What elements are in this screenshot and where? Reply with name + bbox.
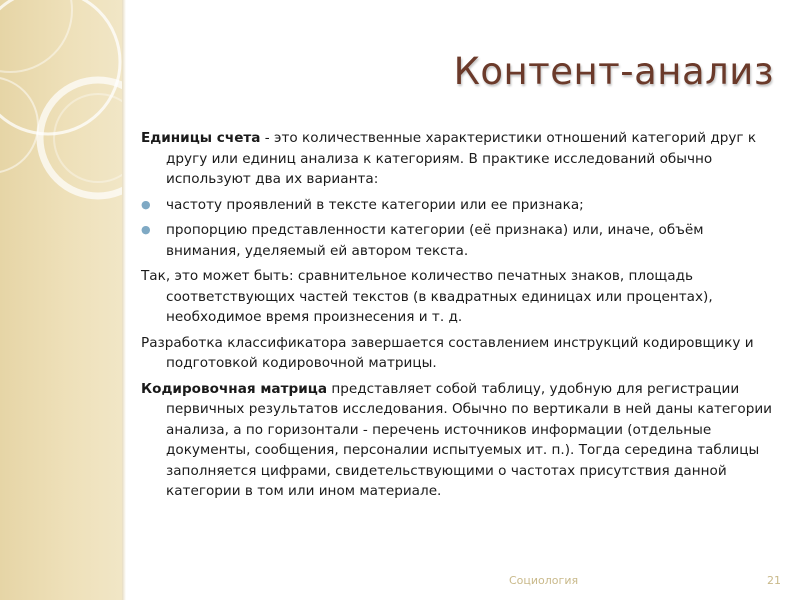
bullet-text: частоту проявлений в тексте категории или ее признака; (166, 196, 584, 213)
bullet-icon: ● (141, 197, 151, 211)
paragraph-text: Разработка классификатора завершается составлением инструкций кодировщику и подготовкой кодировочной матрицы. (141, 334, 754, 371)
term-label: Кодировочная матрица (141, 380, 327, 397)
term-label: Единицы счета (141, 130, 261, 146)
sidebar-edge-shadow (122, 0, 126, 600)
bullet-item (141, 220, 777, 261)
footer-label: Социология (509, 574, 579, 587)
bullet-item (141, 195, 777, 216)
bullet-icon: ● (141, 223, 151, 236)
paragraph-text: представляет собой таблицу, удобную для регистрации первичных результатов исследования. Обычно по вертикали в ней даны категории анализа, а по горизонтали - перечень источников информации (отдельные документы, сообщения, персоналии испытуемых ит. п.). Тогда середина таблицы заполняется цифрами, свидетельствующими о частотах присутствия данной категории в том или ином материале. (166, 380, 772, 499)
body-paragraph (141, 379, 777, 502)
page-number: 21 (767, 574, 781, 587)
paragraph-text: Так, это может быть: сравнительное количество печатных знаков, площадь соответствующих частей текстов (в квадратных единицах или процентах), необходимое время произнесения и т. д. (141, 268, 713, 325)
decorative-sidebar (0, 0, 122, 600)
decorative-circles-graphic (0, 0, 122, 600)
bullet-text: пропорцию представленности категории (её признака) или, иначе, объём внимания, уделяемый ей автором текста. (166, 222, 704, 259)
body-paragraph (141, 266, 777, 328)
paragraph-text: - это количественные характеристики отношений категорий друг к другу или единиц анализа к категориям. В практике исследований обычно используют два их варианта: (166, 130, 757, 187)
slide-body (141, 128, 777, 507)
body-paragraph (141, 333, 777, 374)
body-paragraph (141, 128, 777, 190)
slide-title: Контент-анализ (453, 50, 774, 93)
